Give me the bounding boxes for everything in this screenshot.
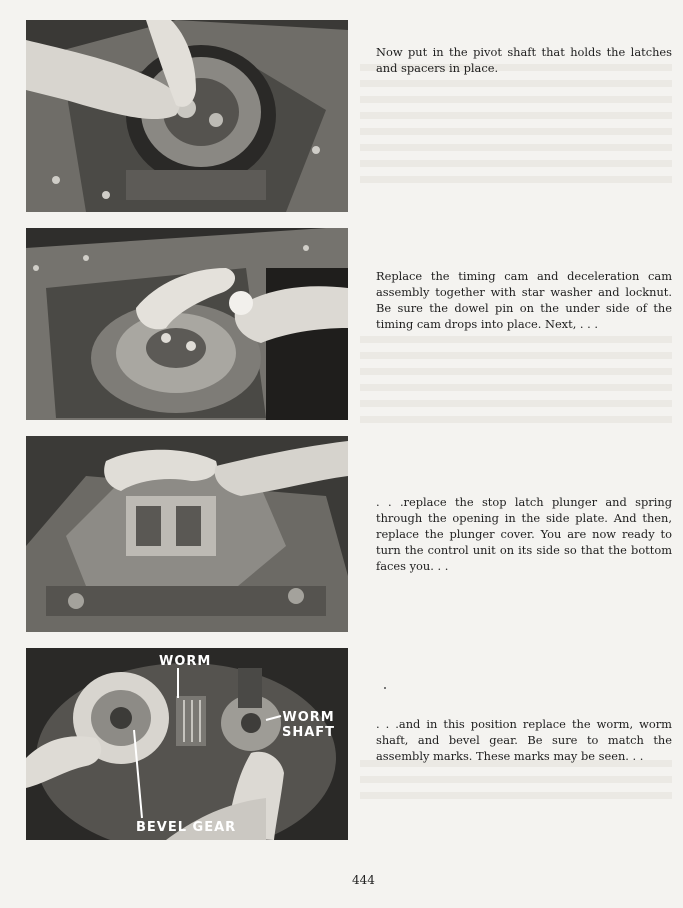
photo-pivot-shaft — [26, 20, 348, 212]
photo-worm-bevel-gear — [26, 648, 348, 840]
step-4-caption: . . .and in this position replace the worm, worm shaft, and bevel gear. Be sure to match the assembly marks. These marks may be seen. . . — [376, 717, 672, 763]
label-worm-shaft — [282, 710, 335, 740]
print-speck — [384, 687, 386, 689]
label-worm: WORM — [159, 654, 212, 669]
label-bevel-gear: BEVEL GEAR — [136, 820, 237, 835]
page-number: 444 — [352, 873, 375, 887]
photo-stop-latch-plunger — [26, 436, 348, 632]
photo-timing-cam — [26, 228, 348, 420]
label-worm-shaft-line2: SHAFT — [282, 725, 336, 740]
step-3-caption: . . .replace the stop latch plunger and spring through the opening in the side plate. And then, replace the plunger cover. You are now ready to turn the control unit on its side so that the bottom faces you. . . — [376, 495, 672, 573]
step-2-caption: Replace the timing cam and deceleration cam assembly together with star washer and locknut. Be sure the dowel pin on the under side of the timing cam drops into place. Next, . . . — [376, 269, 672, 331]
show-through-text — [360, 336, 672, 337]
label-worm-shaft-line1: WORM — [282, 710, 335, 725]
step-1-caption: Now put in the pivot shaft that holds the latches and spacers in place. — [376, 45, 672, 75]
